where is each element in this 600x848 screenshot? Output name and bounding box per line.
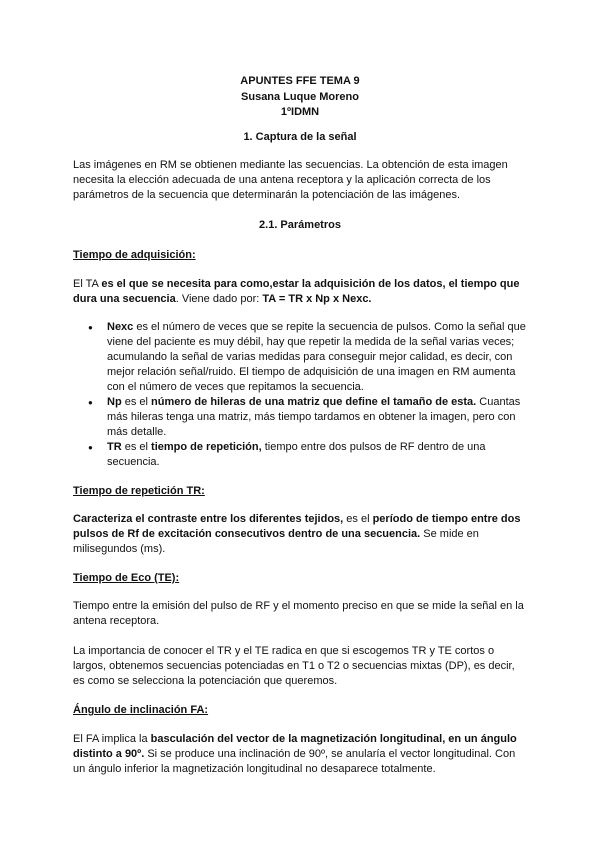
nexc-term: Nexc: [107, 321, 134, 333]
tr-paragraph: [73, 512, 529, 557]
list-item-tr: [73, 440, 533, 470]
fa-heading: [73, 703, 529, 718]
section-1-title: 1. Captura de la señal: [243, 131, 357, 143]
te-paragraph-1: Tiempo entre la emisión del pulso de RF y el momento preciso en que se mide la señal en la antena receptora.: [73, 600, 524, 627]
document-course: 1ºIDMN: [280, 106, 320, 118]
list-item-nexc: [73, 320, 533, 395]
section-1-paragraph: Las imágenes en RM se obtienen mediante las secuencias. La obtención de esta imagen necesita la elección adecuada de una antena receptora y la aplicación correcta de los parámetros de la secuencia que determinarán la potenciación de las imágenes.: [73, 159, 508, 201]
tr-bold-1: Caracteriza el contraste entre los diferentes tejidos,: [73, 513, 344, 525]
tr-term: TR: [107, 441, 122, 453]
ta-text-2: . Viene dado por:: [175, 293, 263, 305]
fa-text-2: Si se produce una inclinación de 90º, se anularía el vector longitudinal. Con un ángulo inferior la magnetización longitudinal no desaparece totalmente.: [73, 748, 516, 775]
document-header: [0, 74, 600, 121]
document-author: Susana Luque Moreno: [241, 90, 359, 103]
tr-heading-text: Tiempo de repetición TR:: [73, 485, 205, 497]
ta-text-bold: es el que se necesita para como,estar la adquisición de los datos, el tiempo que dura una secuencia: [73, 278, 520, 305]
fa-text-1: El FA implica la: [73, 733, 151, 745]
te-heading: [73, 571, 529, 586]
ta-paragraph: [73, 277, 529, 307]
tr-heading: [73, 484, 529, 499]
document-title: APUNTES FFE TEMA 9: [240, 75, 360, 87]
nexc-text: es el número de veces que se repite la secuencia de pulsos. Como la señal que viene del paciente es muy débil, hay que repetir la medida de la señal varias veces; acumulando la señal de varias medidas para conseguir mejor calidad, es decir, con mejor relación señal/ruido. El tiempo de adquisición de una imagen en RM aumenta con el número de veces que repitamos la secuencia.: [107, 321, 526, 393]
fa-bold: basculación del vector de la magnetización longitudinal, en un ángulo distinto a 90º.: [73, 733, 517, 760]
list-item-np: [73, 395, 533, 440]
te-heading-text: Tiempo de Eco (TE):: [73, 572, 180, 584]
fa-paragraph: [73, 732, 529, 777]
tr-mid: es el: [121, 441, 152, 453]
np-term: Np: [107, 396, 122, 408]
np-bold: número de hileras de una matriz que define el tamaño de esta.: [151, 396, 477, 408]
ta-heading-text: Tiempo de adquisición:: [73, 249, 196, 261]
ta-formula: TA = TR x Np x Nexc.: [262, 293, 372, 305]
section-2-1-title: 2.1. Parámetros: [259, 219, 341, 231]
ta-heading: [73, 248, 529, 263]
tr-mid-text: es el: [343, 513, 373, 525]
tr-text: tiempo entre dos pulsos de RF dentro de una secuencia.: [107, 441, 486, 468]
tr-bold-2: período de tiempo entre dos pulsos de Rf de excitación consecutivos dentro de una secuencia.: [73, 513, 521, 540]
np-text: Cuantas más hileras tenga una matriz, más tiempo tardamos en obtener la imagen, pero con más detalle.: [107, 396, 521, 438]
tr-bold: tiempo de repetición,: [151, 441, 262, 453]
te-paragraph-2: La importancia de conocer el TR y el TE radica en que si escogemos TR y TE cortos o largos, obtenemos secuencias potenciadas en T1 o T2 o secuencias mixtas (DP), es decir, es como se selecciona la potenciación que queremos.: [73, 645, 515, 687]
tr-end-text: Se mide en milisegundos (ms).: [73, 528, 479, 555]
parameter-list: [73, 320, 533, 470]
ta-text-1: El TA: [73, 278, 102, 290]
fa-heading-text: Ángulo de inclinación FA:: [73, 704, 209, 716]
np-mid: es el: [121, 396, 152, 408]
